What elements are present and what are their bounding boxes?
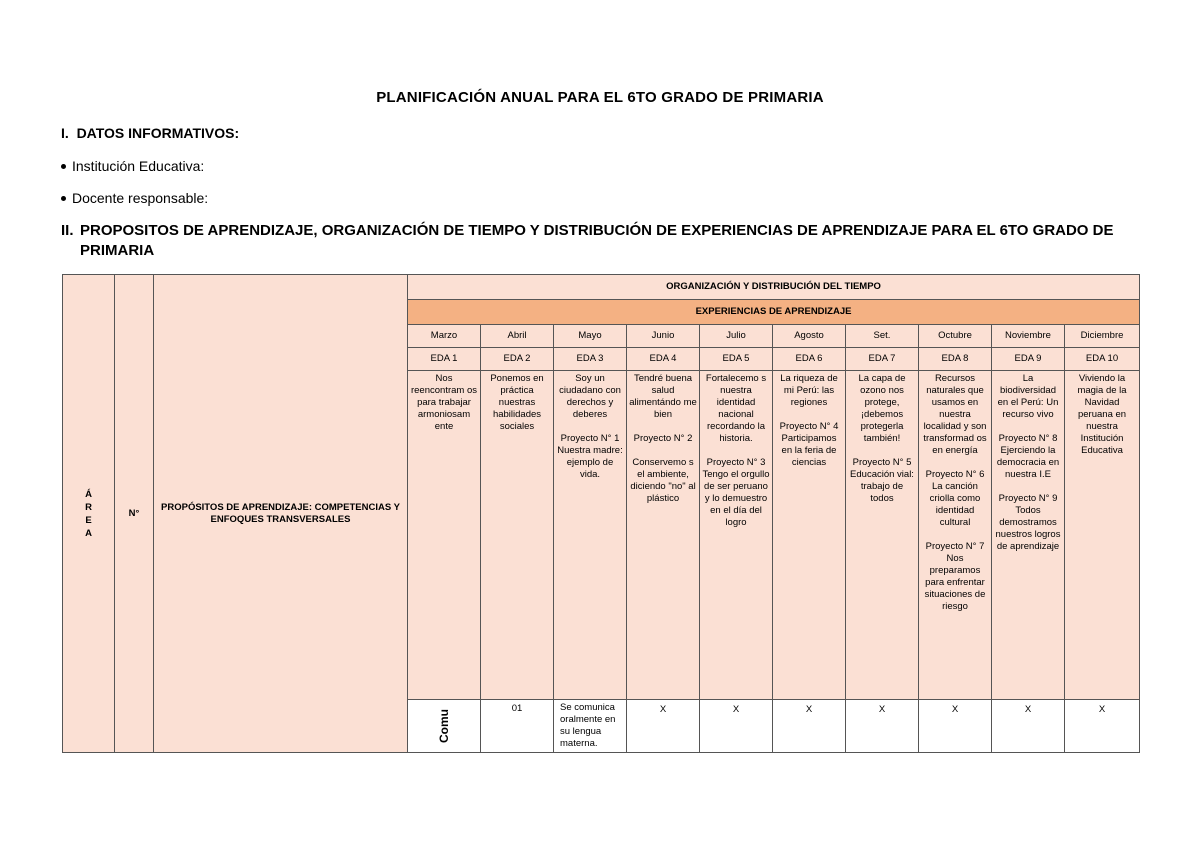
eda-cell: EDA 9 — [992, 348, 1065, 371]
info-label: Docente responsable: — [72, 190, 209, 206]
info-label: Institución Educativa: — [72, 158, 205, 174]
eda-cell: EDA 8 — [919, 348, 992, 371]
row-mark: X — [919, 700, 992, 753]
eda-cell: EDA 2 — [481, 348, 554, 371]
experience-text: Nos reencontram os para trabajar armoniosam ente — [410, 373, 477, 432]
month-cell: Junio — [627, 325, 700, 348]
eda-cell: EDA 7 — [846, 348, 919, 371]
number-header: N° — [115, 275, 154, 753]
experience-text: Soy un ciudadano con derechos y deberes Proyecto N° 1 Nuestra madre: ejemplo de vida. — [557, 373, 623, 480]
section-datos-informativos — [61, 125, 239, 141]
experience-cell — [408, 371, 481, 700]
month-cell: Noviembre — [992, 325, 1065, 348]
row-mark: X — [773, 700, 846, 753]
info-item-docente — [61, 190, 208, 206]
experience-cell — [773, 371, 846, 700]
experience-cell — [481, 371, 554, 700]
experience-text: La riqueza de mi Perú: las regiones Proyecto N° 4 Participamos en la feria de ciencias — [779, 373, 839, 468]
eda-cell: EDA 1 — [408, 348, 481, 371]
experience-cell — [700, 371, 773, 700]
month-cell: Julio — [700, 325, 773, 348]
experience-text: Fortalecemo s nuestra identidad nacional recordando la historia. Proyecto N° 3 Tengo el orgullo de ser peruano y lo demuestro en el día del logro — [702, 373, 770, 528]
bullet-icon — [61, 196, 66, 201]
month-cell: Marzo — [408, 325, 481, 348]
row-competency: Se comunica oralmente en su lengua materna. — [554, 700, 627, 753]
experience-text: Ponemos en práctica nuestras habilidades sociales — [490, 373, 544, 432]
experience-cell — [992, 371, 1065, 700]
eda-cell: EDA 6 — [773, 348, 846, 371]
experience-text: Recursos naturales que usamos en nuestra localidad y son transformad os en energía Proyecto N° 6 La canción criolla como identidad cultural Proyecto N° 7 Nos preparamos para enfrentar situaciones de riesgo — [923, 373, 987, 612]
purposes-header: PROPÓSITOS DE APRENDIZAJE: COMPETENCIAS Y ENFOQUES TRANSVERSALES — [154, 275, 408, 753]
eda-cell: EDA 10 — [1065, 348, 1140, 371]
experience-cell — [627, 371, 700, 700]
row-number: 01 — [481, 700, 554, 753]
row-mark: X — [627, 700, 700, 753]
area-header-text: Á R E A — [85, 488, 92, 539]
section-label: DATOS INFORMATIVOS: — [76, 125, 240, 141]
month-cell: Abril — [481, 325, 554, 348]
experience-text: Viviendo la magia de la Navidad peruana en nuestra Institución Educativa — [1077, 373, 1127, 456]
row-mark: X — [700, 700, 773, 753]
row-area-cell — [408, 700, 481, 753]
experience-cell — [919, 371, 992, 700]
eda-cell: EDA 3 — [554, 348, 627, 371]
month-cell: Octubre — [919, 325, 992, 348]
experiences-header: EXPERIENCIAS DE APRENDIZAJE — [408, 300, 1140, 325]
bullet-icon — [61, 164, 66, 169]
section-label: PROPOSITOS DE APRENDIZAJE, ORGANIZACIÓN DE TIEMPO Y DISTRIBUCIÓN DE EXPERIENCIAS DE APRENDIZAJE PARA EL 6TO GRADO DE PRIMARIA — [80, 222, 1114, 259]
experience-text: Tendré buena salud alimentándo me bien Proyecto N° 2 Conservemo s el ambiente, diciendo "no" al plástico — [629, 373, 697, 504]
month-cell: Mayo — [554, 325, 627, 348]
section-number: I. — [61, 125, 69, 141]
row-mark: X — [992, 700, 1065, 753]
section-number: II. — [61, 222, 74, 239]
experience-cell — [554, 371, 627, 700]
experience-text: La capa de ozono nos protege, ¡debemos protegerla también! Proyecto N° 5 Educación vial: trabajo de todos — [850, 373, 914, 504]
area-header — [63, 275, 115, 753]
row-mark: X — [846, 700, 919, 753]
month-cell: Agosto — [773, 325, 846, 348]
planning-table — [62, 274, 1140, 753]
page-title: PLANIFICACIÓN ANUAL PARA EL 6TO GRADO DE PRIMARIA — [376, 89, 824, 106]
experience-cell — [846, 371, 919, 700]
info-item-institucion — [61, 158, 204, 174]
row-area-label: Comu — [437, 709, 451, 743]
experience-cell — [1065, 371, 1140, 700]
eda-cell: EDA 5 — [700, 348, 773, 371]
month-cell: Diciembre — [1065, 325, 1140, 348]
section-propositos — [61, 221, 1141, 261]
row-mark: X — [1065, 700, 1140, 753]
org-time-header: ORGANIZACIÓN Y DISTRIBUCIÓN DEL TIEMPO — [408, 275, 1140, 300]
experience-text: La biodiversidad en el Perú: Un recurso vivo Proyecto N° 8 Ejerciendo la democracia en nuestra I.E Proyecto N° 9 Todos demostramos nuestros logros de aprendizaje — [995, 373, 1061, 552]
month-cell: Set. — [846, 325, 919, 348]
eda-cell: EDA 4 — [627, 348, 700, 371]
